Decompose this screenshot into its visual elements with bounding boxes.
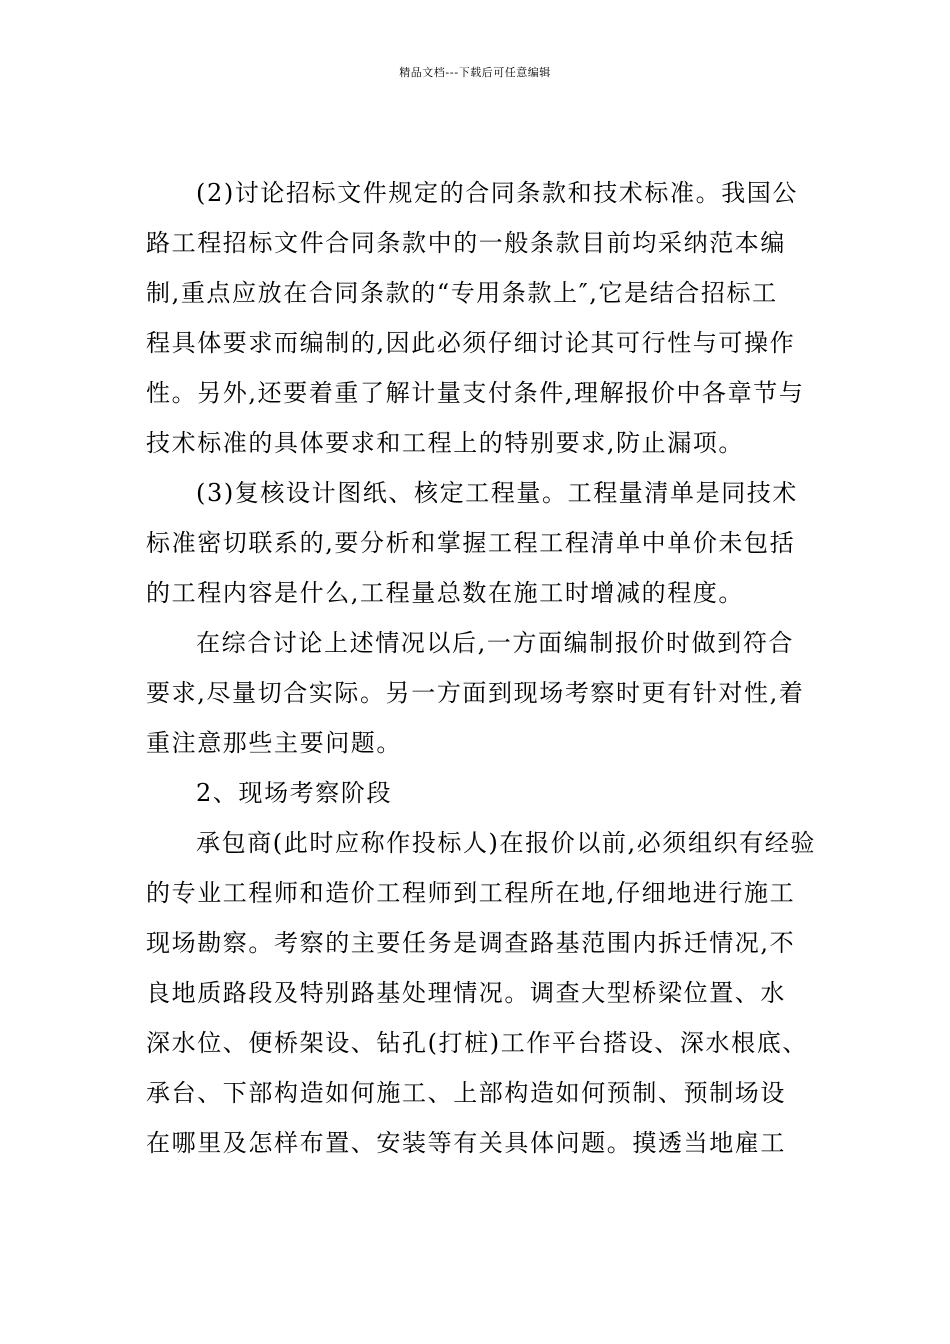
paragraph-line: 制,重点应放在合同条款的“专用条款上″,它是结合招标工 (146, 279, 778, 307)
paragraph-line: 在哪里及怎样布置、安装等有关具体问题。摸透当地雇工 (146, 1129, 786, 1157)
paragraph-line: 良地质路段及特别路基处理情况。调查大型桥梁位置、水 (146, 979, 786, 1007)
paragraph-line: 深水位、便桥架设、钻孔(打桩)工作平台搭设、深水根底、 (146, 1029, 808, 1057)
paragraph-line: 性。另外,还要着重了解计量支付条件,理解报价中各章节与 (146, 379, 805, 407)
paragraph-line: 的工程内容是什么,工程量总数在施工时增减的程度。 (146, 579, 745, 607)
paragraph-line: 在综合讨论上述情况以后,一方面编制报价时做到符合 (196, 629, 795, 657)
page-header: 精品文档---下载后可任意编辑 (399, 66, 551, 79)
paragraph-line: 承包商(此时应称作投标人)在报价以前,必须组织有经验 (196, 829, 816, 857)
paragraph-line: (3)复核设计图纸、核定工程量。工程量清单是同技术 (196, 479, 798, 507)
paragraph-line: 要求,尽量切合实际。另一方面到现场考察时更有针对性,着 (146, 679, 805, 707)
paragraph-line: 路工程招标文件合同条款中的一般条款目前均采纳范本编 (146, 229, 786, 257)
paragraph-line: (2)讨论招标文件规定的合同条款和技术标准。我国公 (196, 179, 798, 207)
paragraph-line: 标准密切联系的,要分析和掌握工程工程清单中单价未包括 (146, 529, 796, 557)
paragraph-line: 承台、下部构造如何施工、上部构造如何预制、预制场设 (146, 1079, 786, 1107)
paragraph-line: 技术标准的具体要求和工程上的特别要求,防止漏项。 (146, 429, 745, 457)
section-heading: 2、现场考察阶段 (196, 779, 393, 807)
document-body (146, 168, 816, 1168)
paragraph-line: 重注意那些主要问题。 (146, 729, 402, 757)
paragraph-line: 的专业工程师和造价工程师到工程所在地,仔细地进行施工 (146, 879, 796, 907)
paragraph-line: 现场勘察。考察的主要任务是调查路基范围内拆迁情况,不 (146, 929, 796, 957)
paragraph-line: 程具体要求而编制的,因此必须仔细讨论其可行性与可操作 (146, 329, 796, 357)
